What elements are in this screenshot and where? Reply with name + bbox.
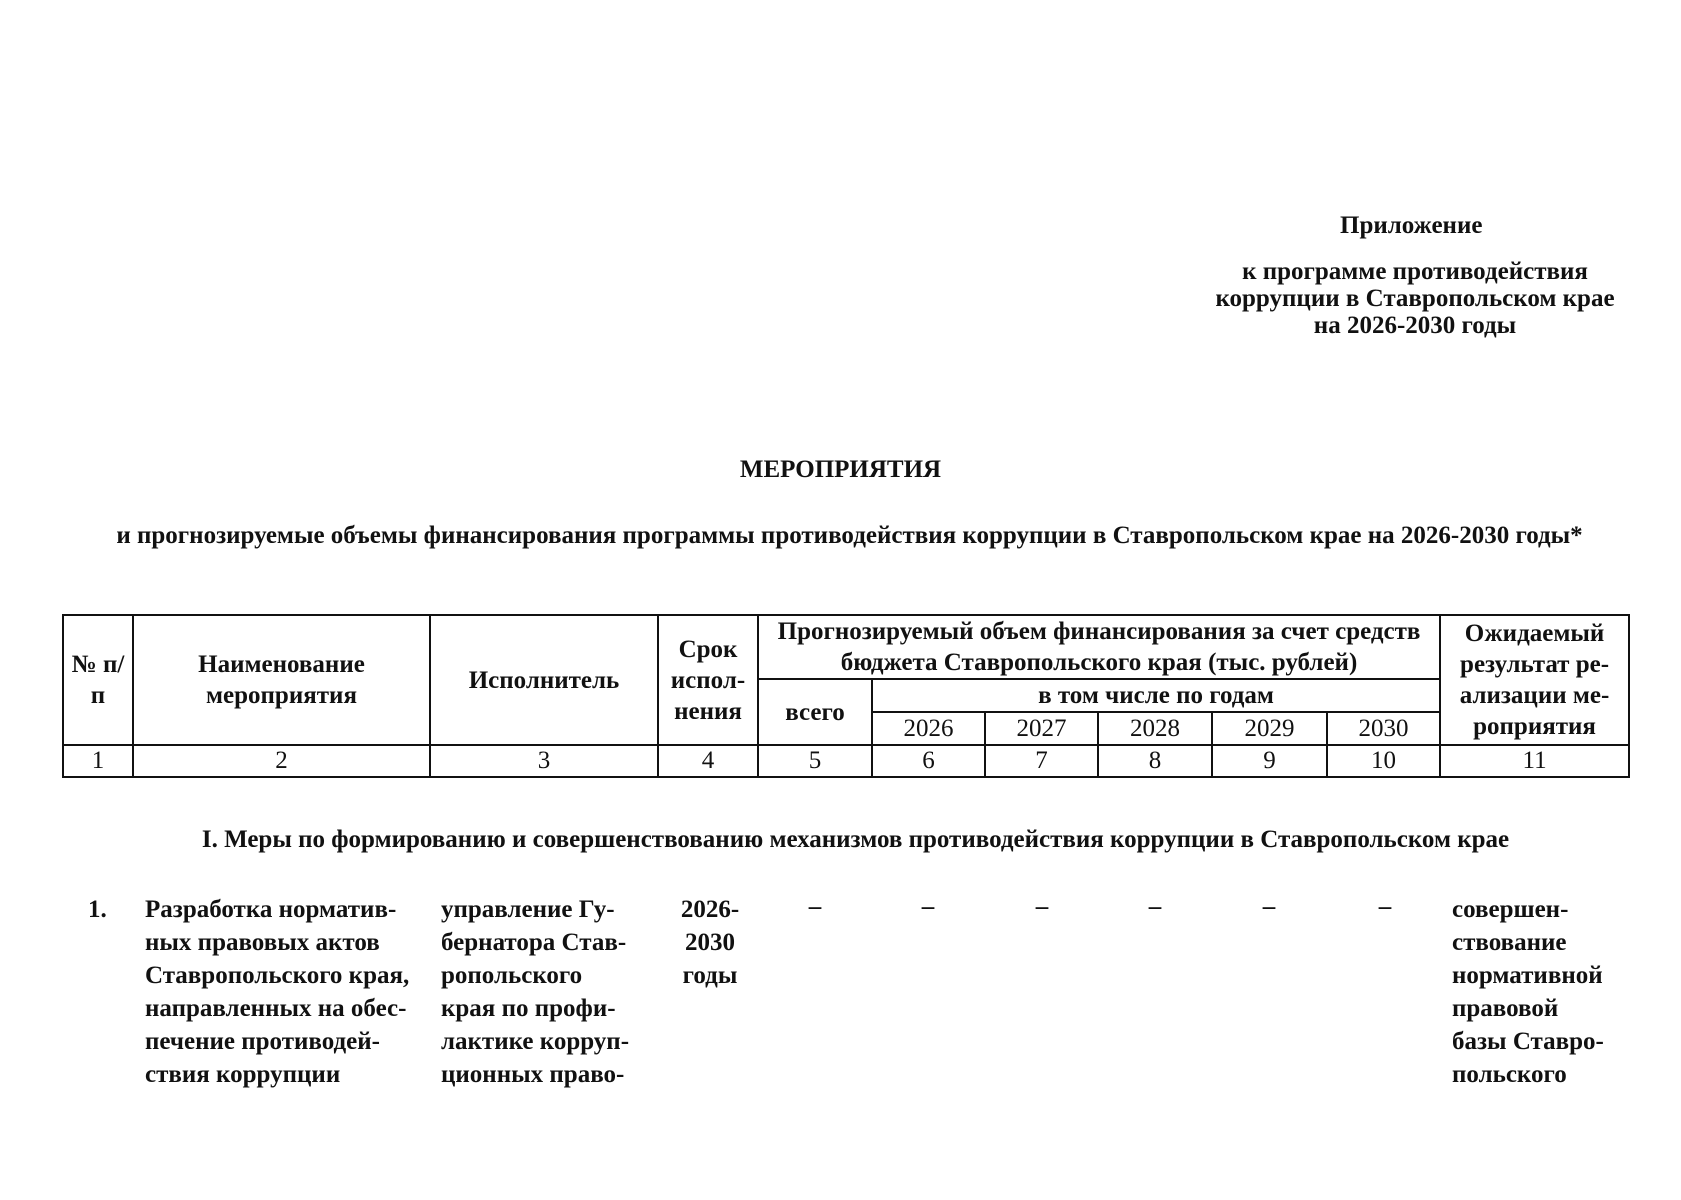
- row-result-line: ствование: [1452, 929, 1567, 956]
- header-name: Наименование мероприятия: [133, 615, 430, 745]
- column-number: 7: [985, 745, 1098, 777]
- column-number: 1: [63, 745, 133, 777]
- column-number: 4: [658, 745, 758, 777]
- row-term-line: 2026-: [680, 896, 740, 923]
- row-number: 1.: [88, 896, 107, 923]
- row-executor-line: управление Гу-: [441, 896, 615, 923]
- header-year: 2026: [872, 712, 985, 745]
- header-year: 2029: [1212, 712, 1327, 745]
- row-executor-line: бернатора Став-: [441, 929, 627, 956]
- appendix-line-2: коррупции в Ставропольском крае: [1215, 285, 1615, 312]
- row-funding-2026: –: [921, 893, 935, 920]
- row-term-line: годы: [682, 962, 738, 989]
- row-name-line: ствия коррупции: [145, 1061, 341, 1088]
- section-heading: I. Меры по формированию и совершенствованию механизмов противодействия коррупции в Ставропольском крае: [201, 826, 1510, 853]
- header-year: 2030: [1327, 712, 1440, 745]
- row-result-line: нормативной: [1452, 962, 1603, 989]
- row-executor-line: ционных право-: [441, 1061, 625, 1088]
- row-executor-line: края по профи-: [441, 995, 616, 1022]
- row-result-line: правовой: [1452, 995, 1559, 1022]
- document-subtitle: и прогнозируемые объемы финансирования программы противодействия коррупции в Ставропольском крае на 2026-2030 годы*: [116, 522, 1583, 549]
- header-year: 2028: [1098, 712, 1212, 745]
- row-funding-2029: –: [1262, 893, 1276, 920]
- row-name-line: направленных на обес-: [145, 995, 407, 1022]
- column-number: 6: [872, 745, 985, 777]
- row-executor-line: лактике корруп-: [441, 1028, 630, 1055]
- row-name-line: Ставропольского края,: [145, 962, 410, 989]
- document-title: МЕРОПРИЯТИЯ: [739, 456, 942, 483]
- column-number: 8: [1098, 745, 1212, 777]
- row-funding-2028: –: [1148, 893, 1162, 920]
- appendix-line-1: к программе противодействия: [1242, 258, 1588, 285]
- column-number: 9: [1212, 745, 1327, 777]
- column-number: 10: [1327, 745, 1440, 777]
- row-term-line: 2030: [685, 929, 735, 956]
- header-total: всего: [758, 679, 872, 745]
- row-executor-line: ропольского: [441, 962, 583, 989]
- column-number: 5: [758, 745, 872, 777]
- row-result-line: польского: [1452, 1061, 1567, 1088]
- row-result: [1452, 893, 1622, 1091]
- column-number: 11: [1440, 745, 1629, 777]
- appendix-line-3: на 2026-2030 годы: [1313, 312, 1517, 339]
- row-executor: [441, 893, 647, 1091]
- row-name-line: печение противодей-: [145, 1028, 380, 1055]
- header-funding: Прогнозируемый объем финансирования за счет средств бюджета Ставропольского края (тыс. рублей): [758, 615, 1440, 679]
- header-executor: Исполнитель: [430, 615, 658, 745]
- row-name-line: Разработка норматив-: [145, 896, 397, 923]
- row-funding-2027: –: [1035, 893, 1049, 920]
- row-funding-total: –: [808, 893, 822, 920]
- header-year: 2027: [985, 712, 1098, 745]
- header-by-years: в том числе по годам: [872, 679, 1440, 712]
- header-num: № п/п: [63, 615, 133, 745]
- header-table: [62, 614, 1630, 778]
- appendix-label: Приложение: [1340, 212, 1483, 239]
- column-number: 2: [133, 745, 430, 777]
- row-name: [145, 893, 421, 1091]
- row-result-line: базы Ставро-: [1452, 1028, 1604, 1055]
- row-funding-2030: –: [1378, 893, 1392, 920]
- column-number: 3: [430, 745, 658, 777]
- header-term: Срок испол-нения: [658, 615, 758, 745]
- row-term: [676, 893, 744, 992]
- row-result-line: совершен-: [1452, 896, 1569, 923]
- row-name-line: ных правовых актов: [145, 929, 380, 956]
- header-result: Ожидаемый результат ре-ализации ме-роприятия: [1440, 615, 1629, 745]
- appendix-block: [1180, 212, 1650, 339]
